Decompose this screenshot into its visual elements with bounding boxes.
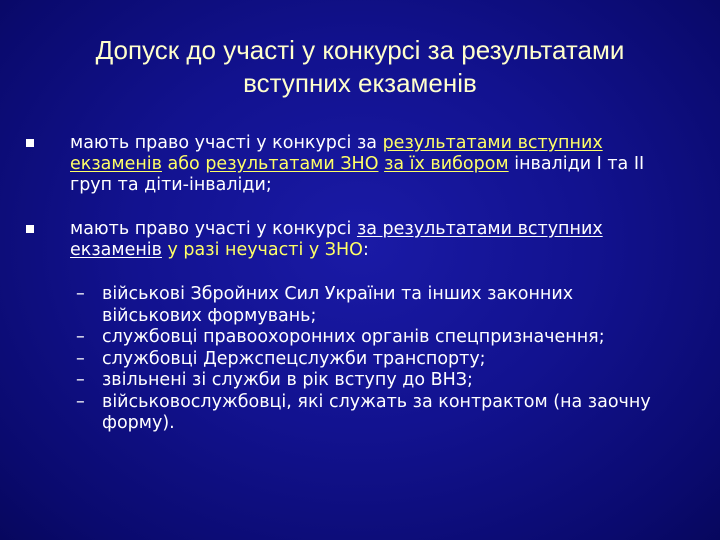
dash-bullet-icon: – (76, 348, 85, 369)
square-bullet-icon (26, 139, 34, 147)
bullet-text-2 (70, 219, 676, 261)
sub-bullet-text: військові Збройних Сил України та інших законних військових формувань; (102, 284, 574, 326)
sub-bullet-item (76, 370, 676, 392)
dash-bullet-icon: – (76, 370, 85, 390)
text-segment: за їх вибором (384, 154, 509, 174)
sub-bullet-item (76, 327, 676, 349)
bullet-item-1 (26, 133, 676, 196)
sub-bullet-item (76, 284, 676, 327)
bullet-item-2 (26, 219, 676, 261)
dash-bullet-icon: – (76, 327, 85, 347)
sub-bullet-text: військовослужбовці, які служать за контрактом (на заочну форму). (102, 391, 651, 433)
dash-bullet-icon: – (76, 391, 85, 412)
slide-title (40, 34, 680, 100)
sub-bullet-item (76, 349, 676, 371)
sub-bullet-text: звільнені зі служби в рік вступу до ВНЗ; (102, 370, 473, 390)
text-segment: у разі неучасті у ЗНО (161, 240, 363, 260)
text-segment: результатами ЗНО (205, 154, 379, 174)
sub-bullet-list (76, 284, 676, 435)
text-segment: інваліди І та ІІ груп та діти-інваліди; (70, 154, 645, 195)
bullet-text-1 (70, 133, 676, 196)
text-segment: мають право участі у конкурсі за (70, 133, 383, 153)
text-segment: результатами вступних екзаменів (70, 133, 603, 174)
slide-title-line-2: вступних екзаменів (243, 68, 477, 98)
sub-bullet-text: службовці правоохоронних органів спецпризначення; (102, 327, 605, 347)
text-segment: : (362, 240, 369, 260)
dash-bullet-icon: – (76, 284, 85, 304)
sub-bullet-text: службовці Держспецслужби транспорту; (102, 348, 486, 369)
square-bullet-icon (26, 225, 34, 233)
text-segment: мають право участі у конкурсі (70, 219, 357, 239)
text-segment: або (161, 154, 206, 174)
text-segment: за результатами вступних екзаменів (70, 219, 603, 260)
sub-bullet-item (76, 392, 676, 435)
slide-title-line-1: Допуск до участі у конкурсі за результатами (95, 35, 625, 65)
